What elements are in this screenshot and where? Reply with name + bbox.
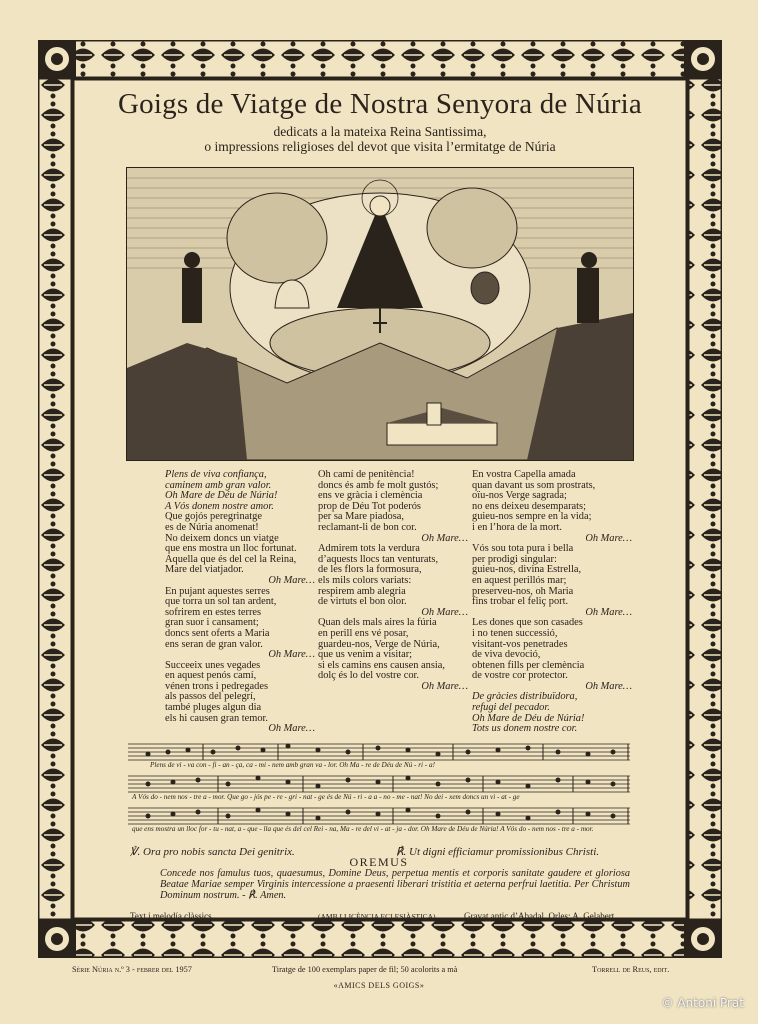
verse-line: A Vós donem nostre amor. <box>165 500 274 512</box>
verse-line: prop de Déu Tot poderós <box>318 500 421 512</box>
verse-line: els hi causen gran temor. <box>165 712 269 724</box>
verse-line: Mare del viatjador. <box>165 564 244 576</box>
series-label: Sèrie Núria n.º 3 - febrer del 1957 <box>72 965 192 974</box>
verse-line: i en l’hora de la mort. <box>472 521 563 533</box>
footer-license: (AMB LLICÈNCIA ECLESIÀSTICA) <box>318 912 436 921</box>
verse-column-3 <box>472 470 632 735</box>
verse-line: No deixem doncs un viatge <box>165 532 279 544</box>
prayer-text: Concede nos famulus tuos, quaesumus, Domine Deus, perpetua mentis et corporis sanitate gaudere et gloriosa Beatae Mariae semper Virginis intercessione a praesenti liberari tristitia et aeterna perfrui laetitia. Per Christum Dominum nostrum. - ℟. Amen. <box>160 868 630 901</box>
footer-text-credit: Text i melodía clàssics <box>130 911 212 921</box>
verse-line: visitant-vos penetrades <box>472 638 568 650</box>
verse-line: Oh Mare… <box>421 606 468 618</box>
verse-line: oïu-nos Verge sagrada; <box>472 490 567 502</box>
verse-line: gran suor i cansament; <box>165 617 259 629</box>
verse-line: també pluges algun dia <box>165 702 262 714</box>
verse-line: preserveu-nos, oh Maria <box>472 585 574 597</box>
engraving-illustration <box>127 168 633 460</box>
verse-line: respirem amb alegria <box>318 585 406 597</box>
verse-line: Que gojós peregrinatge <box>165 511 262 523</box>
verse-line: Aquella que és del cel la Reina, <box>165 553 297 565</box>
verse-line: doncs és amb fe molt gustós; <box>318 479 439 491</box>
verse-line: i no tenen successió, <box>472 627 558 639</box>
verse-line: caminem amb gran valor. <box>165 479 272 491</box>
verse-line: dolç és lo del vostre cor. <box>318 670 419 682</box>
verse-line: Oh camí de penitència! <box>318 469 415 480</box>
verse-line: ens ve gràcia i clemència <box>318 490 423 502</box>
verse-line: de vostre cor protector. <box>472 670 568 682</box>
verse-line: De gràcies distribuïdora, <box>472 691 578 703</box>
verse-line: En pujant aquestes serres <box>165 585 270 597</box>
verse-line: Oh Mare de Déu de Núria! <box>472 712 585 724</box>
verse-line: de les flors la formosura, <box>318 564 422 576</box>
verse-line: que us venim a visitar; <box>318 649 413 661</box>
verse-line: per sa Mare piadosa, <box>318 511 404 523</box>
engraving-virgin-of-nuria <box>126 167 634 461</box>
verse-line: en aquest perillós mar; <box>472 574 567 586</box>
verse-line: Oh Mare… <box>585 606 632 618</box>
oremus-heading: OREMUS <box>349 855 409 869</box>
verse-line: guardeu-nos, Verge de Núria, <box>318 638 440 650</box>
verse-line: ens seran de gran valor. <box>165 638 263 650</box>
footer-engraving-credit: Gravat antic d’Abadal. Orles: A. Gelabert <box>464 911 615 921</box>
verse-line: Admirem tots la verdura <box>318 543 420 555</box>
verse-line: doncs sent oferts a Maria <box>165 627 270 639</box>
amics-dels-goigs: «AMICS DELS GOIGS» <box>333 981 425 990</box>
verse-line: Plens de viva confiança, <box>165 469 267 480</box>
verse-line: per prodigi singular: <box>472 553 557 565</box>
verse-line: Oh Mare… <box>268 649 315 661</box>
verse-line: es de Núria anomenat! <box>165 521 259 533</box>
verse-line: sofrirem en estes terres <box>165 606 262 618</box>
verse-line: en perill ens vé posar, <box>318 627 409 639</box>
verse-line: Tots us donem nostre cor. <box>472 723 578 735</box>
music-lyric-line-2: A Vós do - nem nos - tre a - mor. Que go - jós pe - re - gri - nat - ge és de Nú - ri - a a - no - me - nat! No dei - xem doncs un vi - at - ge <box>132 793 520 801</box>
verse-line: Vós sou tota pura i bella <box>472 543 574 555</box>
verse-line: Quan dels mals aires la fúria <box>318 617 437 629</box>
versicle: ℣. Ora pro nobis sancta Dei genitrix. <box>130 846 295 858</box>
verse-line: que torra un sol tan ardent, <box>165 596 277 608</box>
verse-line: refugi del pecador. <box>472 702 550 714</box>
verse-line: Oh Mare… <box>585 680 632 692</box>
verse-line: quan davant us som prostrats, <box>472 479 596 491</box>
verse-line: Oh Mare de Déu de Núria! <box>165 490 278 502</box>
verse-line: reclamant-li de bon cor. <box>318 521 417 533</box>
music-score <box>128 740 630 840</box>
verse-line: obtenen fills per clemència <box>472 659 585 671</box>
verse-line: de virtuts el bon olor. <box>318 596 407 608</box>
verse-column-1 <box>165 470 315 735</box>
verse-line: guieu-nos sempre en la vida; <box>472 511 592 523</box>
subtitle-line-1: dedicats a la mateixa Reina Santissima, <box>273 124 487 139</box>
verse-line: si els camins ens causen ansia, <box>318 659 445 671</box>
verse-line: guieu-nos, divina Estrella, <box>472 564 582 576</box>
subtitle-line-2: o impressions religioses del devot que visita l’ermitatge de Núria <box>204 139 556 154</box>
verse-line: els mils colors variats: <box>318 574 412 586</box>
verse-column-2 <box>318 470 468 692</box>
verse-line: Oh Mare… <box>585 532 632 544</box>
verse-line: als passos del pelegrí, <box>165 691 256 703</box>
publisher: Torrell de Reus, edit. <box>592 965 670 974</box>
music-lyric-line-3: que ens mostra un lloc for - tu - nat, a - que - lla que és del cel Rei - na, Ma - re del vi - at - ja - dor. Oh Mare de Déu de Núria! A Vós do - nem nos - tre a - mor. <box>132 825 594 833</box>
verse-line: Oh Mare… <box>421 680 468 692</box>
verse-line: Oh Mare… <box>421 532 468 544</box>
verse-line: de viva devoció, <box>472 649 541 661</box>
page-title: Goigs de Viatge de Nostra Senyora de Núria <box>118 88 642 120</box>
verse-line: En vostra Capella amada <box>472 469 576 480</box>
verse-line: no ens deixeu desemparats; <box>472 500 586 512</box>
print-run: Tiratge de 100 exemplars paper de fil; 50 acolorits a mà <box>272 965 458 974</box>
verse-line: Les dones que son casades <box>472 617 583 629</box>
copyright-watermark: © Antoni Prat <box>661 996 744 1010</box>
response: ℟. Ut digni efficiamur promissionibus Christi. <box>396 846 599 858</box>
verse-line: d’aquests llocs tan venturats, <box>318 553 439 565</box>
verse-line: Oh Mare… <box>268 574 315 586</box>
verse-line: Succeeix unes vegades <box>165 659 261 671</box>
music-lyric-line-1: Plens de vi - va con - fi - an - ça, ca - mi - nem amb gran va - lor. Oh Ma - re de Déu de Nú - ri - a! <box>150 761 435 769</box>
verse-line: vénen trons i pedregades <box>165 680 269 692</box>
verse-line: en aquest penós camí, <box>165 670 257 682</box>
subtitle <box>70 124 690 154</box>
verse-line: fins trobar el feliç port. <box>472 596 569 608</box>
verse-line: Oh Mare… <box>268 723 315 735</box>
verse-line: que ens mostra un lloc fortunat. <box>165 543 297 555</box>
